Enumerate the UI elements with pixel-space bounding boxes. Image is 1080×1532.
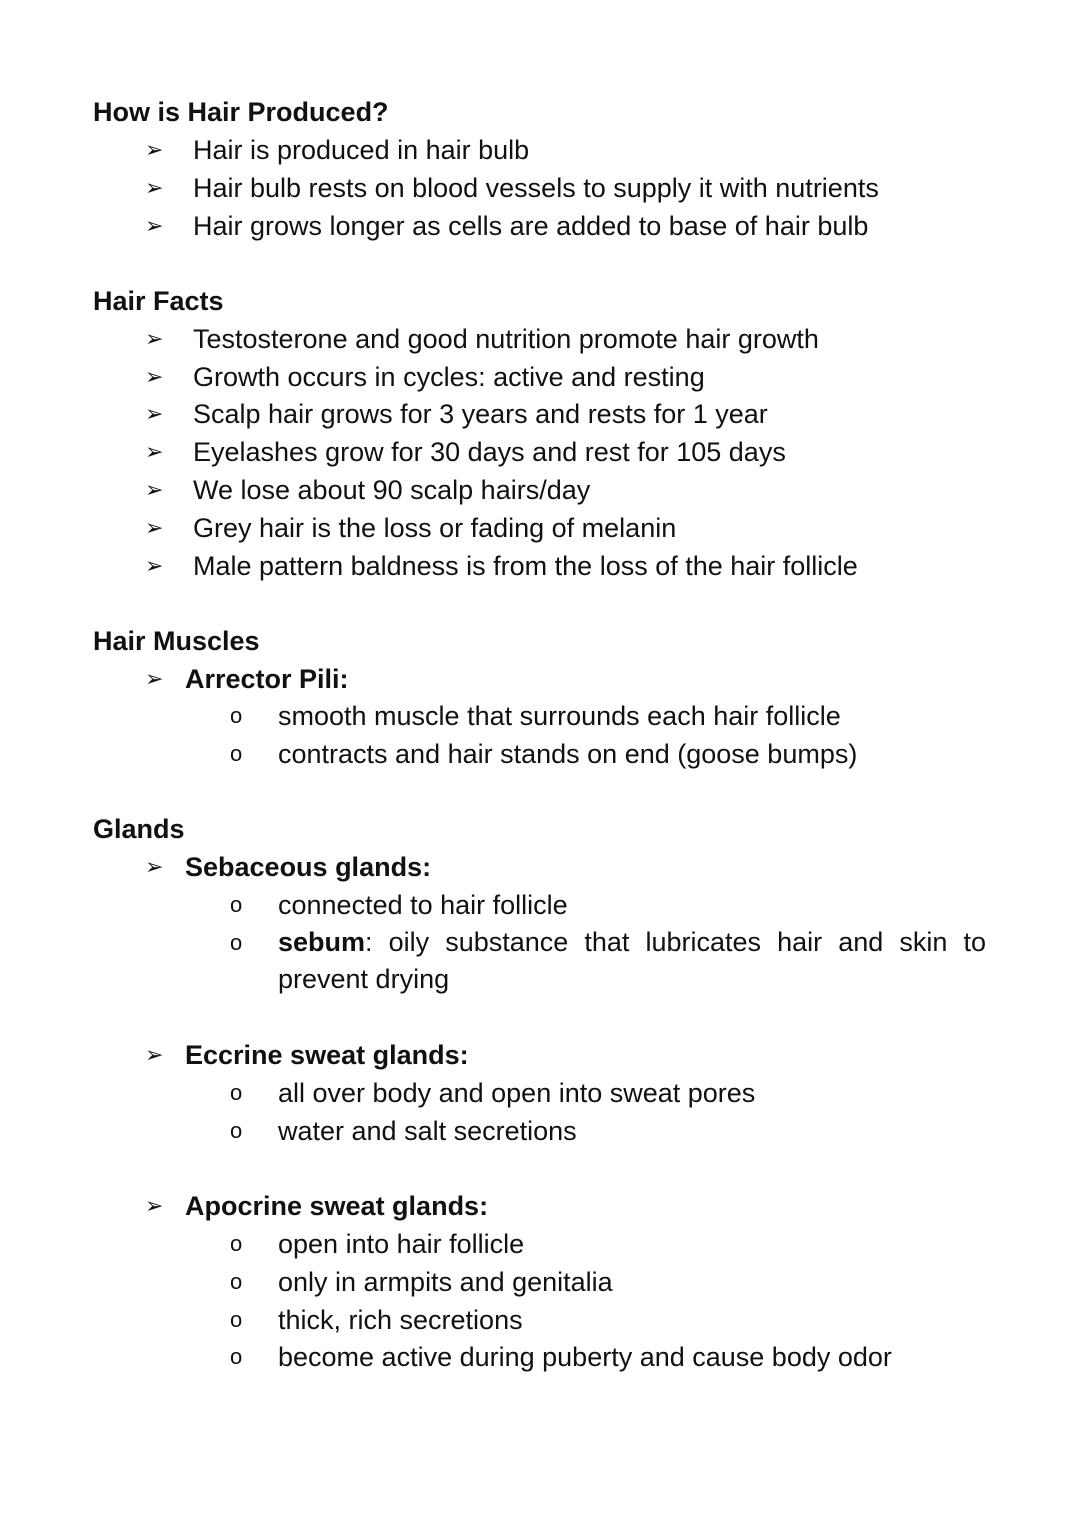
list-item: o become active during puberty and cause body odor	[230, 1342, 892, 1372]
circle-bullet-icon: o	[230, 892, 243, 917]
section-heading: How is Hair Produced?	[93, 97, 389, 127]
list-item: o all over body and open into sweat pores	[230, 1078, 756, 1108]
list-item: o open into hair follicle	[230, 1229, 525, 1259]
arrow-bullet-icon: ➢	[145, 401, 164, 426]
arrow-bullet-icon: ➢	[145, 854, 164, 879]
subsection-title: ➢ Sebaceous glands:	[145, 852, 432, 882]
list-item: ➢ Testosterone and good nutrition promote hair growth	[145, 324, 819, 354]
list-item: ➢ Hair bulb rests on blood vessels to supply it with nutrients	[145, 173, 879, 203]
list-item: o smooth muscle that surrounds each hair follicle	[230, 701, 841, 731]
circle-bullet-icon: o	[230, 741, 243, 766]
list-item: ➢ Scalp hair grows for 3 years and rests for 1 year	[145, 399, 768, 429]
circle-bullet-icon: o	[230, 1080, 243, 1105]
arrow-bullet-icon: ➢	[145, 364, 164, 389]
section-heading: Hair Facts	[93, 286, 224, 316]
subsection-title: ➢ Arrector Pili:	[145, 664, 349, 694]
circle-bullet-icon: o	[230, 930, 243, 955]
arrow-bullet-icon: ➢	[145, 213, 164, 238]
term-sebum: sebum	[278, 927, 366, 957]
arrow-bullet-icon: ➢	[145, 175, 164, 200]
list-item: ➢ Grey hair is the loss or fading of melanin	[145, 513, 677, 543]
arrow-bullet-icon: ➢	[145, 326, 164, 351]
arrow-bullet-icon: ➢	[145, 1042, 164, 1067]
arrow-bullet-icon: ➢	[145, 515, 164, 540]
list-item: ➢ Male pattern baldness is from the loss of the hair follicle	[145, 551, 858, 581]
list-item: ➢ Hair grows longer as cells are added to base of hair bulb	[145, 211, 869, 241]
list-item: o only in armpits and genitalia	[230, 1267, 613, 1297]
arrow-bullet-icon: ➢	[145, 477, 164, 502]
subsection-title: ➢ Apocrine sweat glands:	[145, 1191, 489, 1221]
list-item: ➢ Growth occurs in cycles: active and resting	[145, 362, 705, 392]
list-item: o water and salt secretions	[230, 1116, 577, 1146]
circle-bullet-icon: o	[230, 1231, 243, 1256]
circle-bullet-icon: o	[230, 703, 243, 728]
circle-bullet-icon: o	[230, 1307, 243, 1332]
arrow-bullet-icon: ➢	[145, 553, 164, 578]
arrow-bullet-icon: ➢	[145, 1193, 164, 1218]
section-heading: Hair Muscles	[93, 626, 260, 656]
circle-bullet-icon: o	[230, 1269, 243, 1294]
arrow-bullet-icon: ➢	[145, 137, 164, 162]
list-item: ➢ Eyelashes grow for 30 days and rest for 105 days	[145, 437, 786, 467]
section-heading: Glands	[93, 814, 185, 844]
list-item: o contracts and hair stands on end (goose bumps)	[230, 739, 858, 769]
arrow-bullet-icon: ➢	[145, 439, 164, 464]
list-item: o connected to hair follicle	[230, 890, 568, 920]
circle-bullet-icon: o	[230, 1344, 243, 1369]
arrow-bullet-icon: ➢	[145, 666, 164, 691]
list-item: ➢ We lose about 90 scalp hairs/day	[145, 475, 591, 505]
list-item: o sebum: oily substance that lubricates hair and skin to prevent drying	[230, 924, 990, 998]
circle-bullet-icon: o	[230, 1118, 243, 1143]
subsection-title: ➢ Eccrine sweat glands:	[145, 1040, 469, 1070]
list-item: ➢ Hair is produced in hair bulb	[145, 135, 530, 165]
list-item: o thick, rich secretions	[230, 1305, 523, 1335]
